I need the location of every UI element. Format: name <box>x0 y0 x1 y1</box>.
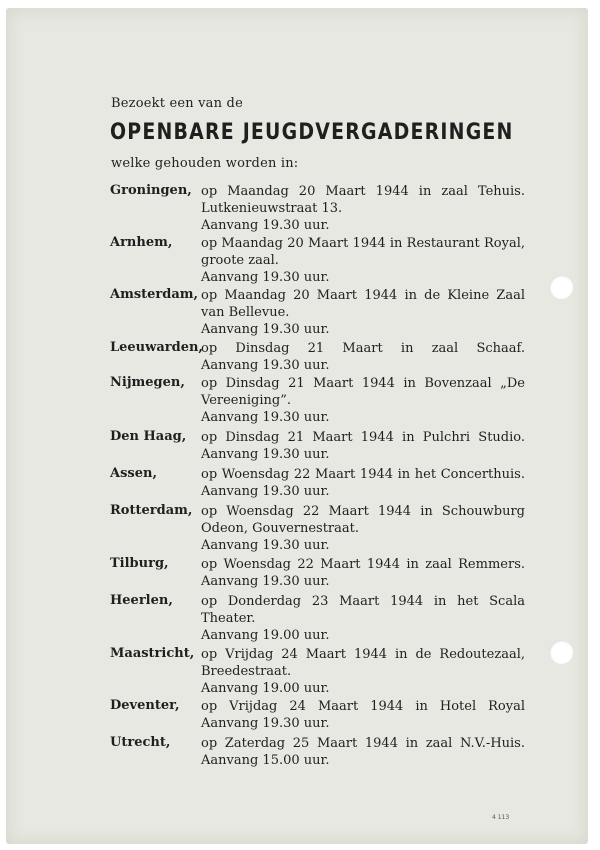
meeting-city: Groningen, <box>110 183 192 198</box>
meeting-date-venue: op Dinsdag 21 Maart 1944 in Pulchri Studio. <box>201 430 525 445</box>
meeting-venue-continued: Odeon, Gouvernestraat. <box>201 521 360 536</box>
meeting-date-venue: op Vrijdag 24 Maart 1944 in de Redoutezaal, <box>201 647 525 662</box>
meeting-start-time: Aanvang 15.00 uur. <box>201 753 330 768</box>
meeting-details <box>201 646 525 697</box>
meeting-details <box>201 698 525 732</box>
meeting-date-venue: op Woensdag 22 Maart 1944 in Schouwburg <box>201 504 525 519</box>
meeting-city: Nijmegen, <box>110 375 185 390</box>
meeting-start-time: Aanvang 19.30 uur. <box>201 218 330 233</box>
meeting-details <box>201 466 525 500</box>
meeting-venue-continued: van Bellevue. <box>201 305 290 320</box>
meeting-details <box>201 340 525 374</box>
meeting-city: Tilburg, <box>110 556 169 571</box>
meeting-venue-continued: groote zaal. <box>201 253 279 268</box>
meeting-venue-continued: Lutkenieuwstraat 13. <box>201 201 343 216</box>
meeting-city: Utrecht, <box>110 735 171 750</box>
meeting-date-venue: op Zaterdag 25 Maart 1944 in zaal N.V.-Huis. <box>201 736 525 751</box>
meeting-start-time: Aanvang 19.30 uur. <box>201 716 330 731</box>
subtitle: welke gehouden worden in: <box>111 156 299 171</box>
meeting-start-time: Aanvang 19.30 uur. <box>201 270 330 285</box>
meeting-details <box>201 287 525 338</box>
meeting-details <box>201 375 525 426</box>
meeting-start-time: Aanvang 19.30 uur. <box>201 322 330 337</box>
meeting-date-venue: op Woensdag 22 Maart 1944 in zaal Remmers. <box>201 557 525 572</box>
meeting-start-time: Aanvang 19.00 uur. <box>201 681 330 696</box>
print-mark: 4 113 <box>492 814 510 821</box>
meeting-start-time: Aanvang 19.30 uur. <box>201 538 330 553</box>
meeting-date-venue: op Vrijdag 24 Maart 1944 in Hotel Royal <box>201 699 525 714</box>
meeting-date-venue: op Dinsdag 21 Maart 1944 in Bovenzaal „De <box>201 376 525 391</box>
headline: OPENBARE JEUGDVERGADERINGEN <box>110 120 514 145</box>
meeting-start-time: Aanvang 19.30 uur. <box>201 484 330 499</box>
leaflet-page <box>6 8 588 844</box>
meeting-start-time: Aanvang 19.30 uur. <box>201 358 330 373</box>
meeting-venue-continued: Vereeniging”. <box>201 393 291 408</box>
meeting-details <box>201 735 525 769</box>
meeting-details <box>201 503 525 554</box>
punch-hole <box>549 640 573 664</box>
meeting-city: Amsterdam, <box>110 287 199 302</box>
meeting-city: Arnhem, <box>110 235 173 250</box>
meeting-venue-continued: Theater. <box>201 611 256 626</box>
meeting-date-venue: op Donderdag 23 Maart 1944 in het Scala <box>201 594 525 609</box>
meeting-details <box>201 235 525 286</box>
meeting-city: Deventer, <box>110 698 180 713</box>
meeting-start-time: Aanvang 19.00 uur. <box>201 628 330 643</box>
meeting-details <box>201 593 525 644</box>
meeting-city: Rotterdam, <box>110 503 193 518</box>
meeting-date-venue: op Maandag 20 Maart 1944 in Restaurant Royal, <box>201 236 525 251</box>
meeting-venue-continued: Breedestraat. <box>201 664 292 679</box>
meeting-city: Den Haag, <box>110 429 187 444</box>
meeting-city: Assen, <box>110 466 157 481</box>
meeting-start-time: Aanvang 19.30 uur. <box>201 574 330 589</box>
meeting-city: Leeuwarden, <box>110 340 203 355</box>
meeting-details <box>201 556 525 590</box>
meeting-date-venue: op Dinsdag 21 Maart in zaal Schaaf. <box>201 341 525 356</box>
meeting-details <box>201 429 525 463</box>
punch-hole <box>549 275 573 299</box>
meeting-start-time: Aanvang 19.30 uur. <box>201 447 330 462</box>
meeting-date-venue: op Woensdag 22 Maart 1944 in het Concerthuis. <box>201 467 525 482</box>
meeting-city: Heerlen, <box>110 593 173 608</box>
meeting-date-venue: op Maandag 20 Maart 1944 in de Kleine Zaal <box>201 288 525 303</box>
meeting-date-venue: op Maandag 20 Maart 1944 in zaal Tehuis. <box>201 184 525 199</box>
intro-text: Bezoekt een van de <box>111 96 243 111</box>
meeting-start-time: Aanvang 19.30 uur. <box>201 410 330 425</box>
meeting-city: Maastricht, <box>110 646 195 661</box>
meeting-details <box>201 183 525 234</box>
